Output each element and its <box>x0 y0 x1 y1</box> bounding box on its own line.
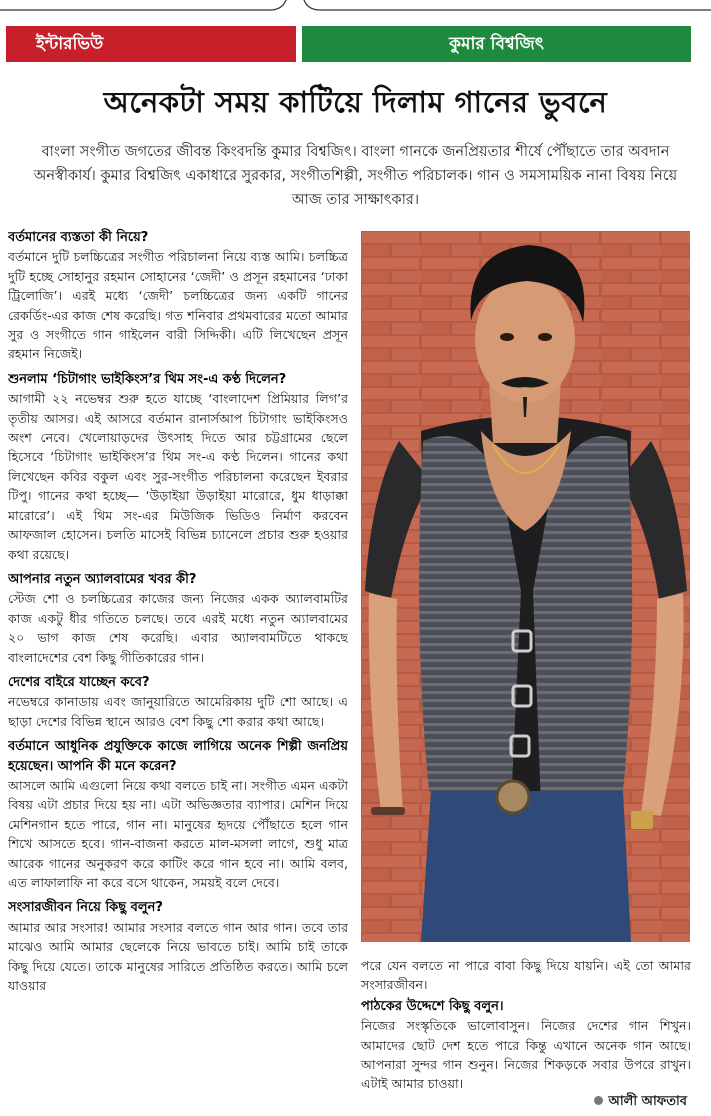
answer-4: নভেম্বরে কানাডায় এবং জানুয়ারিতে আমেরিকায় দুটি শো আছে। এ ছাড়া দেশের বিভিন্ন স্থানে আরও বেশ কিছু শো করার কথা আছে। <box>8 694 348 729</box>
headline: অনেকটা সময় কাটিয়ে দিলাম গানের ভুবনে <box>103 85 608 119</box>
answer-1: বর্তমানে দুটি চলচ্চিত্রের সংগীত পরিচালনা নিয়ে ব্যস্ত আমি। চলচ্চিত্র দুটি হচ্ছে সোহানুর রহমান সোহানের ‘জেদী’ ও প্রসূন রহমানের ‘ঢাকা ট্রিলোজি’। এরই মধ্যে ‘জেদী’ চলচ্চিত্রের জন্য একটি গানের রেকর্ডিং-এর কাজ শেষ করেছি। গত শনিবার প্রথমবারের মতো আমার সুর ও সংগীতে গান গাইলেন বারী সিদ্দিকী। এটি লিখেছেন প্রসূন রহমান নিজেই। <box>8 249 348 362</box>
article-right-column <box>361 956 691 1100</box>
question-5: বর্তমানে আধুনিক প্রযুক্তিকে কাজে লাগিয়ে অনেক শিল্পী জনপ্রিয় হয়েছেন। আপনি কী মনে করেন? <box>8 739 348 774</box>
intro-paragraph: বাংলা সংগীত জগতের জীবন্ত কিংবদন্তি কুমার বিশ্বজিৎ। বাংলা গানকে জনপ্রিয়তার শীর্ষে পৌঁছাতে তার অবদান অনস্বীকার্য। কুমার বিশ্বজিৎ একাধারে সুরকার, সংগীতশিল্পী, সংগীত পরিচালক। গান ও সমসাময়িক নানা বিষয় নিয়ে আজ তার সাক্ষাৎকার। <box>33 144 678 208</box>
answer-7: নিজের সংস্কৃতিকে ভালোবাসুন। নিজের দেশের গান শিখুন। আমাদের ছোট দেশ হতে পারে কিন্তু এখানে অনেক গান আছে। আপনারা সুন্দর গান শুনুন। নিজের শিকড়কে সবার উপরে রাখুন। এটাই আমার চাওয়া। <box>361 1018 691 1092</box>
section-label-interview: ইন্টারভিউ <box>6 26 296 62</box>
article-left-column <box>8 228 348 1112</box>
top-frame-decoration <box>0 0 711 12</box>
section-label-person: কুমার বিশ্বজিৎ <box>302 26 691 62</box>
portrait-photo <box>361 231 690 942</box>
answer-6: আমার আর সংসার! আমার সংসার বলতে গান আর গান। তবে তার মাঝেও আমি আমার ছেলেকে নিয়ে ভাবতে চাই। আমি চাই তাকে কিছু দিয়ে যেতে। তাকে মানুষের সারিতে প্রতিষ্ঠিত করতে। আমি চলে যাওয়ার <box>8 919 348 994</box>
section-header-bar <box>6 26 691 62</box>
author-byline <box>594 1092 687 1113</box>
question-4: দেশের বাইরে যাচ্ছেন কবে? <box>8 674 150 690</box>
answer-5: আসলে আমি এগুলো নিয়ে কথা বলতে চাই না। সংগীত এমন একটা বিষয় এটা প্রচার দিয়ে হয় না। এটা অভিজ্ঞতার ব্যাপার। মেশিন দিয়ে মেশিনগান হতে পারে, গান না। মানুষের হৃদয়ে পৌঁছাতে হলে গান শিখে আসতে হবে। গান-বাজনা করতে মাল-মসলা লাগে, শুধু মাত্র আরেক গানের অনুকরণ করে কাটিং করে গান হবে না। আমি বলব, এত লাফালাফি না করে বসে থাকেন, সময়ই বলে দেবে। <box>8 777 348 890</box>
answer-6-continued: পরে যেন বলতে না পারে বাবা কিছু দিয়ে যায়নি। এই তো আমার সংসারজীবন। <box>361 958 691 993</box>
question-6: সংসারজীবন নিয়ে কিছু বলুন? <box>8 900 163 916</box>
bullet-dot-icon <box>594 1096 603 1105</box>
question-3: আপনার নতুন অ্যালবামের খবর কী? <box>8 571 197 587</box>
question-7: পাঠকের উদ্দেশে কিছু বলুন। <box>361 998 504 1014</box>
answer-2: আগামী ২২ নভেম্বর শুরু হতে যাচ্ছে ‘বাংলাদেশ প্রিমিয়ার লিগ’র তৃতীয় আসর। এই আসরে বর্তমান রানার্সআপ চিটাগাং ভাইকিংসও অংশ নেবে। খেলোয়াড়দের উৎসাহ দিতে আর চট্টগ্রামের ছেলে হিসেবে ‘চিটাগাং ভাইকিংস’র থিম সং-এ কণ্ঠ দিলেন। গানের কথা লিখেছেন কবির বকুল এবং সুর-সংগীত পরিচালনা করেছেন ইবরার টিপু। গানের কথা হচ্ছে— ‘উড়াইয়া উড়াইয়া মারোরে, ধুম ধাড়াক্কা মারোরে’। এই থিম সং-এর মিউজিক ভিডিও নির্মাণ করবেন আফজাল হোসেন। চলতি মাসেই বিভিন্ন চ্যানেলে প্রচার শুরু হওয়ার কথা রয়েছে। <box>8 391 348 562</box>
answer-3: স্টেজ শো ও চলচ্চিত্রের কাজের জন্য নিজের একক অ্যালবামটির কাজ একটু ধীর গতিতে চলছে। তবে এরই মধ্যে নতুন অ্যালবামের ২০ ভাগ কাজ শেষ করেছি। এবার অ্যালবামটিতে থাকছে বাংলাদেশের বেশ কিছু গীতিকারের গান। <box>8 591 348 665</box>
question-1: বর্তমানের ব্যস্ততা কী নিয়ে? <box>8 230 149 245</box>
question-2: শুনলাম ‘চিটাগাং ভাইকিংস’র থিম সং-এ কণ্ঠ দিলেন? <box>8 371 287 387</box>
author-name: আলী আফতাব <box>608 1094 687 1109</box>
